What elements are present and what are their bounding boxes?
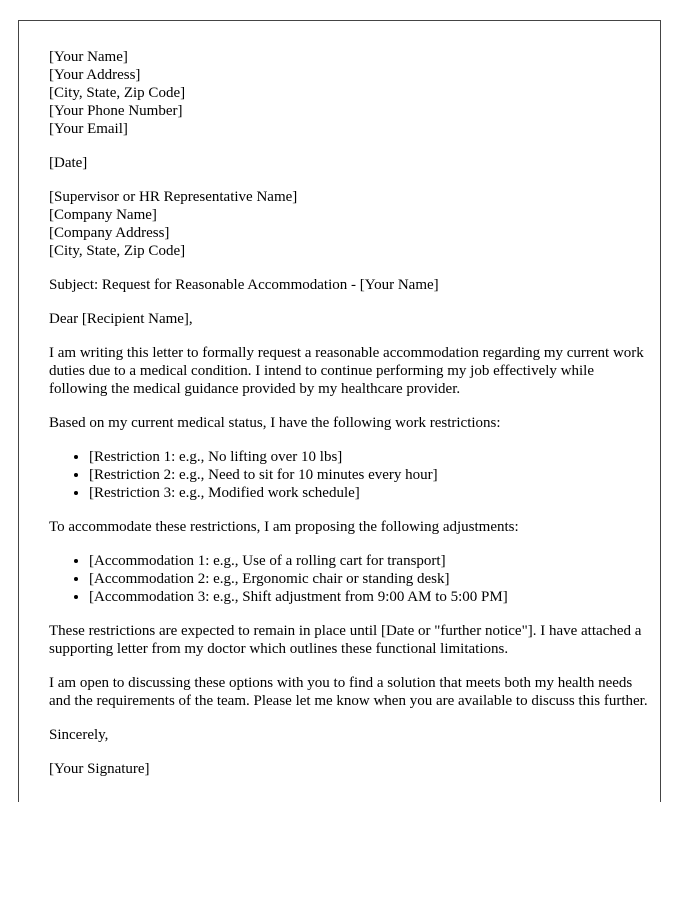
recipient-city-state-zip: [City, State, Zip Code] bbox=[49, 243, 186, 259]
sender-email: [Your Email] bbox=[49, 121, 128, 137]
closing-word: Sincerely, bbox=[49, 727, 109, 743]
accommodations-list bbox=[49, 552, 649, 606]
sender-block bbox=[49, 48, 649, 138]
date-block bbox=[49, 154, 649, 172]
list-item: • [Restriction 3: e.g., Modified work schedule] bbox=[89, 484, 649, 502]
list-item: • [Accommodation 3: e.g., Shift adjustment from 9:00 AM to 5:00 PM] bbox=[89, 588, 649, 606]
subject-line: Subject: Request for Reasonable Accommodation - [Your Name] bbox=[49, 277, 439, 293]
sender-phone: [Your Phone Number] bbox=[49, 103, 183, 119]
duration-paragraph: These restrictions are expected to remain in place until [Date or "further notice"]. I have attached a supporting letter from my doctor which outlines these functional limitations. bbox=[49, 623, 642, 657]
recipient-block bbox=[49, 188, 649, 260]
signature-line: [Your Signature] bbox=[49, 761, 150, 777]
letter-date: [Date] bbox=[49, 155, 88, 171]
list-item: • [Restriction 1: e.g., No lifting over 10 lbs] bbox=[89, 448, 649, 466]
recipient-name: [Supervisor or HR Representative Name] bbox=[49, 189, 298, 205]
letter-body bbox=[49, 48, 649, 794]
intro-paragraph: I am writing this letter to formally request a reasonable accommodation regarding my current work duties due to a medical condition. I intend to continue performing my job effectively while following the medical guidance provided by my healthcare provider. bbox=[49, 345, 644, 397]
recipient-company-address: [Company Address] bbox=[49, 225, 170, 241]
sender-city-state-zip: [City, State, Zip Code] bbox=[49, 85, 186, 101]
list-item: • [Accommodation 1: e.g., Use of a rolling cart for transport] bbox=[89, 552, 649, 570]
accommodations-intro: To accommodate these restrictions, I am proposing the following adjustments: bbox=[49, 519, 519, 535]
restrictions-list bbox=[49, 448, 649, 502]
closing-paragraph: I am open to discussing these options with you to find a solution that meets both my health needs and the requirements of the team. Please let me know when you are available to discuss this further. bbox=[49, 675, 648, 709]
recipient-company: [Company Name] bbox=[49, 207, 157, 223]
sender-name: [Your Name] bbox=[49, 49, 128, 65]
salutation: Dear [Recipient Name], bbox=[49, 311, 193, 327]
sender-address: [Your Address] bbox=[49, 67, 141, 83]
list-item: • [Accommodation 2: e.g., Ergonomic chair or standing desk] bbox=[89, 570, 649, 588]
list-item: • [Restriction 2: e.g., Need to sit for 10 minutes every hour] bbox=[89, 466, 649, 484]
restrictions-intro: Based on my current medical status, I have the following work restrictions: bbox=[49, 415, 501, 431]
